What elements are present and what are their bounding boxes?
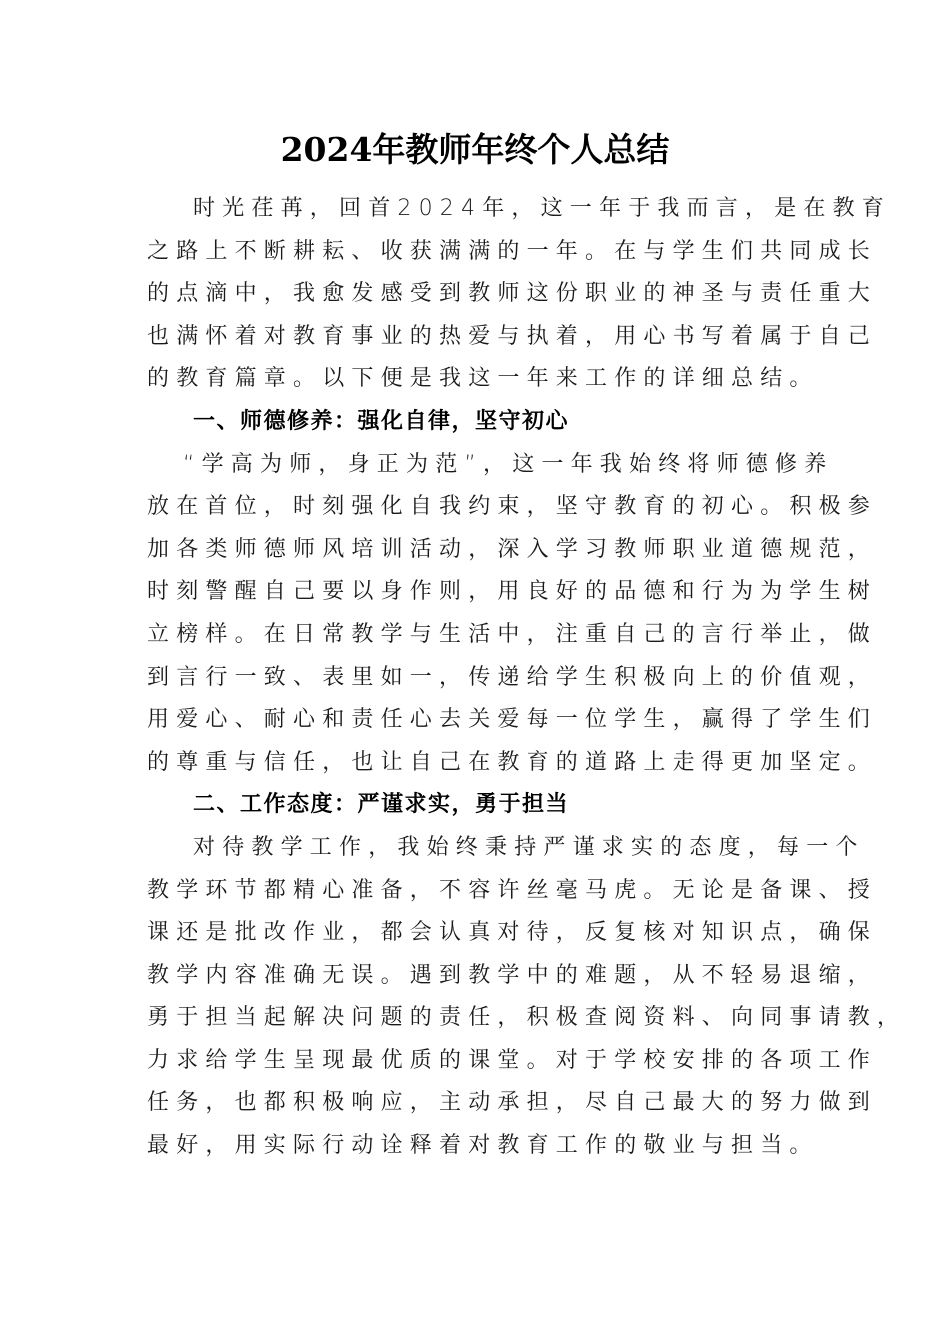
text-line: 时刻警醒自己要以身作则，用良好的品德和行为为学生树 (147, 579, 878, 605)
text-line: 时光荏苒，回首2024年，这一年于我而言，是在教育 (193, 196, 891, 221)
text-line: 的教育篇章。以下便是我这一年来工作的详细总结。 (147, 366, 819, 392)
section-ethics (147, 401, 878, 784)
text-line: 课还是批改作业，都会认真对待，反复核对知识点，确保 (147, 920, 878, 946)
section-work-attitude (147, 784, 907, 1167)
section-heading: 二、工作态度：严谨求实，勇于担当 (193, 792, 570, 818)
text-line: 用爱心、耐心和责任心去关爱每一位学生，赢得了学生们 (147, 707, 878, 733)
text-line: 最好，用实际行动诠释着对教育工作的敬业与担当。 (147, 1133, 819, 1159)
text-line: 勇于担当起解决问题的责任，积极查阅资料、向同事请教， (147, 1005, 907, 1031)
text-line: 也满怀着对教育事业的热爱与执着，用心书写着属于自己 (147, 323, 878, 349)
text-line: 力求给学生呈现最优质的课堂。对于学校安排的各项工作 (147, 1047, 878, 1073)
intro-paragraph (147, 188, 891, 401)
text-line: “学高为师，身正为范”，这一年我始终将师德修养 (183, 451, 834, 477)
text-line: 之路上不断耕耘、收获满满的一年。在与学生们共同成长 (147, 238, 878, 264)
section-heading: 一、师德修养：强化自律，坚守初心 (193, 408, 570, 434)
text-line: 到言行一致、表里如一，传递给学生积极向上的价值观， (147, 664, 878, 690)
text-line: 的点滴中，我愈发感受到教师这份职业的神圣与责任重大 (147, 281, 878, 307)
document-body (147, 188, 907, 1168)
text-line: 放在首位，时刻强化自我约束，坚守教育的初心。积极参 (147, 494, 878, 520)
text-line: 教学环节都精心准备，不容许丝毫马虎。无论是备课、授 (147, 877, 878, 903)
text-line: 对待教学工作，我始终秉持严谨求实的态度，每一个 (193, 834, 865, 860)
text-line: 教学内容准确无误。遇到教学中的难题，从不轻易退缩， (147, 962, 878, 988)
text-line: 的尊重与信任，也让自己在教育的道路上走得更加坚定。 (147, 749, 878, 775)
text-line: 立榜样。在日常教学与生活中，注重自己的言行举止，做 (147, 621, 878, 647)
document-title: 2024年教师年终个人总结 (280, 130, 670, 169)
text-line: 任务，也都积极响应，主动承担，尽自己最大的努力做到 (147, 1090, 878, 1116)
text-line: 加各类师德师风培训活动，深入学习教师职业道德规范， (147, 536, 878, 562)
